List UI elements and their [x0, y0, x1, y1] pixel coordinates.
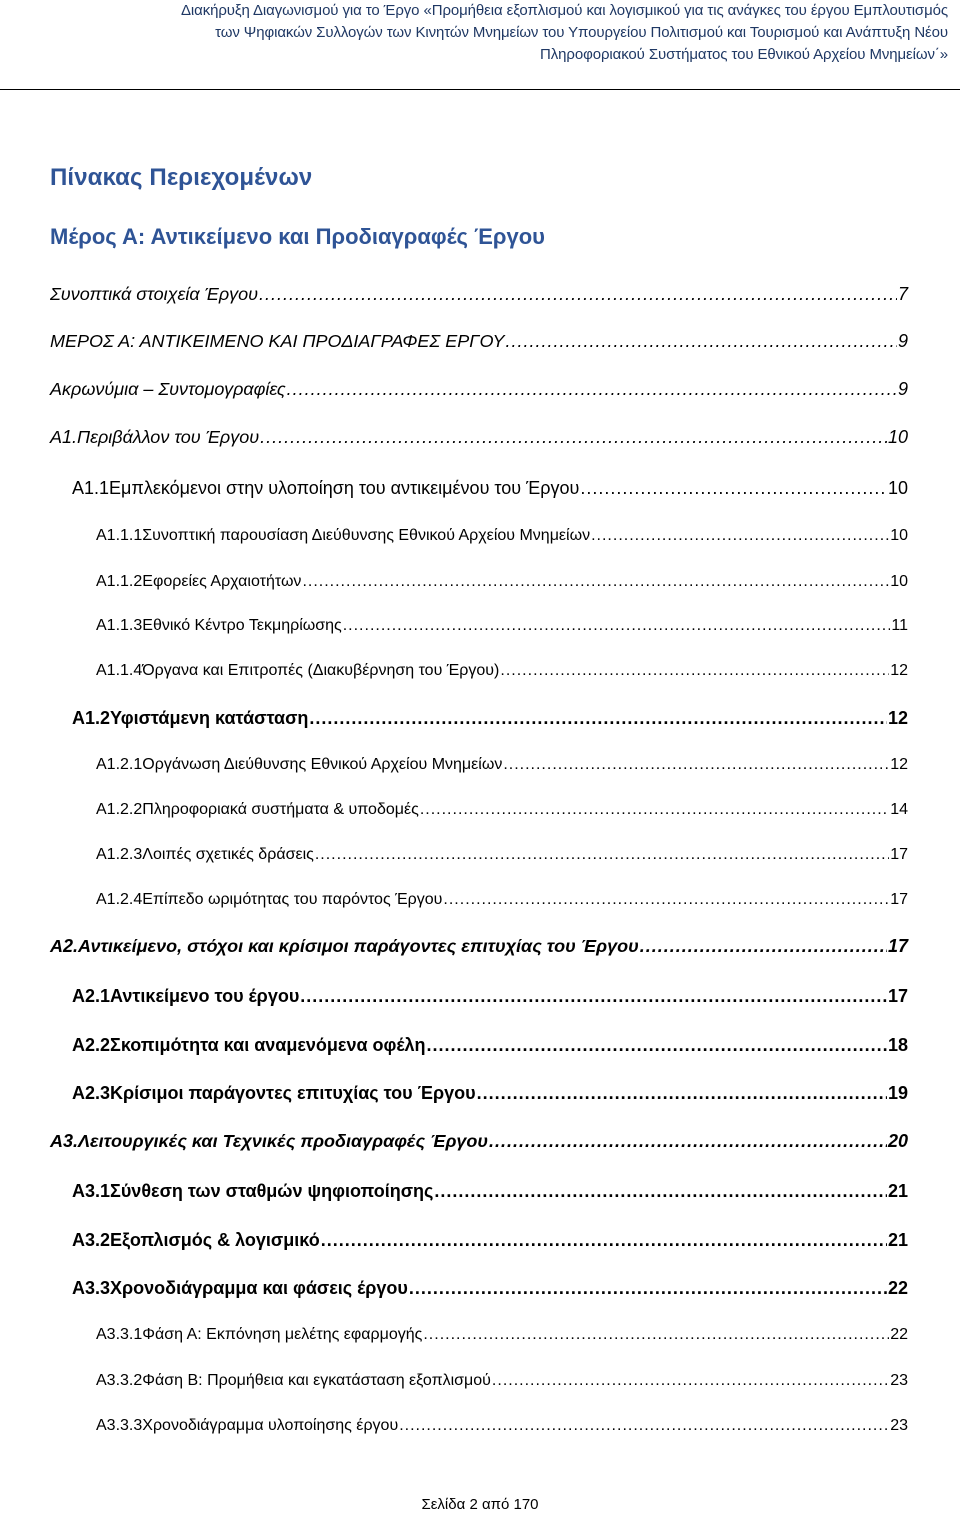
toc-entry-number: Α1.1.2	[96, 573, 143, 590]
toc-entry-number: Α1.1.3	[96, 617, 143, 634]
toc-entry-number: Α2.2	[72, 1035, 111, 1055]
toc-leader	[420, 798, 889, 822]
toc-entry-page: 17	[887, 936, 908, 956]
page-footer: Σελίδα 2 από 170	[421, 1496, 539, 1513]
toc-entry-page: 12	[890, 756, 908, 773]
toc-entry-page: 10	[887, 427, 908, 447]
toc-entry-page: 17	[890, 846, 908, 863]
toc-leader	[580, 476, 887, 500]
toc-leader	[500, 659, 889, 683]
toc-entry-page: 22	[890, 1326, 908, 1343]
toc-entry[interactable]	[50, 377, 908, 401]
toc-entry[interactable]	[96, 1323, 908, 1347]
toc-entry-page: 7	[897, 284, 908, 304]
toc-leader	[591, 524, 889, 548]
toc-leader	[300, 984, 887, 1008]
toc-leader	[309, 706, 887, 730]
toc-entry-title: Φάση Β: Προμήθεια και εγκατάσταση εξοπλισμού	[142, 1372, 491, 1389]
toc-entry[interactable]	[72, 476, 908, 500]
toc-leader	[302, 570, 889, 594]
toc-entry-page: 12	[887, 708, 908, 728]
toc-entry-title: Εθνικό Κέντρο Τεκμηρίωσης	[142, 617, 342, 634]
toc-entry-page: 10	[890, 527, 908, 544]
toc-entry[interactable]	[96, 1369, 908, 1393]
toc-entry-title: Χρονοδιάγραμμα και φάσεις έργου	[110, 1278, 408, 1298]
toc-leader	[259, 282, 897, 306]
toc-entry-number: Α3.2	[72, 1230, 111, 1250]
toc-entry-number: Α1.1.1	[96, 527, 143, 544]
toc-leader	[477, 1081, 887, 1105]
toc-entry-title: Ακρωνύμια – Συντομογραφίες	[50, 379, 286, 399]
toc-entry-page: 21	[887, 1181, 908, 1201]
toc-entry-title: Συνοπτικά στοιχεία Έργου	[50, 284, 259, 304]
toc-entry-number: Α3.3	[72, 1278, 111, 1298]
toc-leader	[640, 934, 887, 958]
toc-entry-number: Α3.3.3	[96, 1417, 143, 1434]
toc-entry-title: Λοιπές σχετικές δράσεις	[142, 846, 314, 863]
toc-leader	[260, 425, 887, 449]
toc-entry-page: 21	[887, 1230, 908, 1250]
toc-entry[interactable]	[96, 1414, 908, 1438]
toc-entry-title: Χρονοδιάγραμμα υλοποίησης έργου	[142, 1417, 399, 1434]
toc-entry-title: Σκοπιμότητα και αναμενόμενα οφέλη	[110, 1035, 426, 1055]
header-line-1: Διακήρυξη Διαγωνισμού για το Έργο «Προμήθεια εξοπλισμού και λογισμικού για τις ανάγκες του έργου Εμπλουτισμός	[181, 2, 948, 19]
toc-entry-page: 9	[897, 379, 908, 399]
toc-heading: Πίνακας Περιεχομένων	[50, 164, 313, 191]
toc-entry-page: 12	[890, 662, 908, 679]
header-line-3: Πληροφοριακού Συστήματος του Εθνικού Αρχείου Μνημείων΄»	[540, 46, 948, 63]
part-heading: Μέρος Α: Αντικείμενο και Προδιαγραφές Έργου	[50, 224, 545, 249]
toc-leader	[399, 1414, 889, 1438]
toc-entry-title: Λειτουργικές και Τεχνικές προδιαγραφές Έργου	[78, 1131, 489, 1151]
toc-leader	[506, 329, 897, 353]
toc-leader	[427, 1033, 887, 1057]
page-header	[0, 0, 960, 90]
toc-entry-number: Α1.2.4	[96, 891, 143, 908]
toc-entry-number: Α2.	[50, 936, 79, 956]
toc-entry[interactable]	[50, 425, 908, 449]
toc-entry-title: Περιβάλλον του Έργου	[77, 427, 260, 447]
header-line-2: των Ψηφιακών Συλλογών των Κινητών Μνημείων του Υπουργείου Πολιτισμού και Τουρισμού και Ανάπτυξη Νέου	[215, 24, 948, 41]
toc-entry-number: Α3.3.1	[96, 1326, 143, 1343]
toc-leader	[492, 1369, 889, 1393]
toc-entry[interactable]	[96, 843, 908, 867]
toc-entry-page: 14	[890, 801, 908, 818]
toc-entry-number: Α3.1	[72, 1181, 111, 1201]
toc-entry-title: Όργανα και Επιτροπές (Διακυβέρνηση του Έργου)	[142, 662, 500, 679]
toc-leader	[503, 753, 889, 777]
toc-entry-page: 19	[887, 1083, 908, 1103]
toc-leader	[489, 1129, 887, 1153]
toc-entry-number: Α1.1	[72, 478, 110, 498]
toc-leader	[409, 1276, 887, 1300]
toc-leader	[434, 1179, 887, 1203]
toc-entry-number: Α1.	[50, 427, 78, 447]
toc-entry[interactable]	[50, 329, 908, 353]
toc-entry-title: Συνοπτική παρουσίαση Διεύθυνσης Εθνικού Αρχείου Μνημείων	[142, 527, 591, 544]
toc-entry-number: Α2.1	[72, 986, 111, 1006]
toc-entry-title: Εφορείες Αρχαιοτήτων	[142, 573, 302, 590]
toc-entry-title: Φάση Α: Εκπόνηση μελέτης εφαρμογής	[142, 1326, 423, 1343]
toc-leader	[287, 377, 897, 401]
toc-entry-page: 17	[887, 986, 908, 1006]
toc-entry[interactable]	[96, 798, 908, 822]
toc-leader	[423, 1323, 889, 1347]
toc-entry[interactable]	[96, 570, 908, 594]
toc-entry-page: 18	[887, 1035, 908, 1055]
toc-entry-title: Αντικείμενο, στόχοι και κρίσιμοι παράγοντες επιτυχίας του Έργου	[78, 936, 639, 956]
toc-entry[interactable]	[72, 1179, 908, 1203]
toc-entry-title: Σύνθεση των σταθμών ψηφιοποίησης	[110, 1181, 434, 1201]
toc-entry-page: 23	[890, 1372, 908, 1389]
toc-entry-number: Α1.2.3	[96, 846, 143, 863]
toc-entry-page: 20	[887, 1131, 908, 1151]
toc-entry[interactable]	[72, 1033, 908, 1057]
toc-entry[interactable]	[50, 934, 908, 958]
toc-entry-page: 10	[890, 573, 908, 590]
toc-entry[interactable]	[72, 1228, 908, 1252]
toc-entry-title: Υφιστάμενη κατάσταση	[110, 708, 309, 728]
toc-entry-title: Αντικείμενο του έργου	[110, 986, 300, 1006]
toc-leader	[343, 614, 891, 638]
toc-entry-title: Πληροφοριακά συστήματα & υποδομές	[142, 801, 419, 818]
toc-entry-page: 10	[887, 478, 908, 498]
toc-entry-page: 9	[897, 331, 908, 351]
toc-entry-page: 17	[890, 891, 908, 908]
toc-entry-title: Εμπλεκόμενοι στην υλοποίηση του αντικειμένου του Έργου	[109, 478, 580, 498]
toc-entry-title: Οργάνωση Διεύθυνσης Εθνικού Αρχείου Μνημείων	[142, 756, 503, 773]
toc-entry[interactable]	[50, 282, 908, 306]
toc-entry-page: 22	[887, 1278, 908, 1298]
toc-entry-number: Α1.2.1	[96, 756, 143, 773]
toc-entry-number: Α1.2.2	[96, 801, 143, 818]
toc-entry-title: Κρίσιμοι παράγοντες επιτυχίας του Έργου	[110, 1083, 476, 1103]
toc-entry[interactable]	[96, 524, 908, 548]
toc-entry-number: Α1.2	[72, 708, 111, 728]
toc-entry[interactable]	[72, 984, 908, 1008]
toc-entry-title: Επίπεδο ωριμότητας του παρόντος Έργου	[142, 891, 443, 908]
toc-entry-page: 11	[891, 617, 908, 634]
toc-entry-title: Εξοπλισμός & λογισμικό	[110, 1230, 320, 1250]
toc-entry[interactable]	[72, 1081, 908, 1105]
toc-entry[interactable]	[72, 706, 908, 730]
toc-leader	[321, 1228, 887, 1252]
toc-entry-number: Α3.3.2	[96, 1372, 143, 1389]
toc-leader	[315, 843, 889, 867]
toc-entry-number: Α3.	[50, 1131, 79, 1151]
toc-entry[interactable]	[96, 753, 908, 777]
toc-entry[interactable]	[72, 1276, 908, 1300]
toc-entry[interactable]	[96, 888, 908, 912]
toc-entry[interactable]	[96, 659, 908, 683]
toc-entry-number: Α1.1.4	[96, 662, 143, 679]
toc-entry-page: 23	[890, 1417, 908, 1434]
toc-leader	[443, 888, 889, 912]
toc-entry-title: ΜΕΡΟΣ Α: ΑΝΤΙΚΕΙΜΕΝΟ ΚΑΙ ΠΡΟΔΙΑΓΡΑΦΕΣ ΕΡΓΟΥ	[50, 331, 505, 351]
toc-entry-number: Α2.3	[72, 1083, 111, 1103]
toc-entry[interactable]	[50, 1129, 908, 1153]
toc-entry[interactable]	[96, 614, 908, 638]
